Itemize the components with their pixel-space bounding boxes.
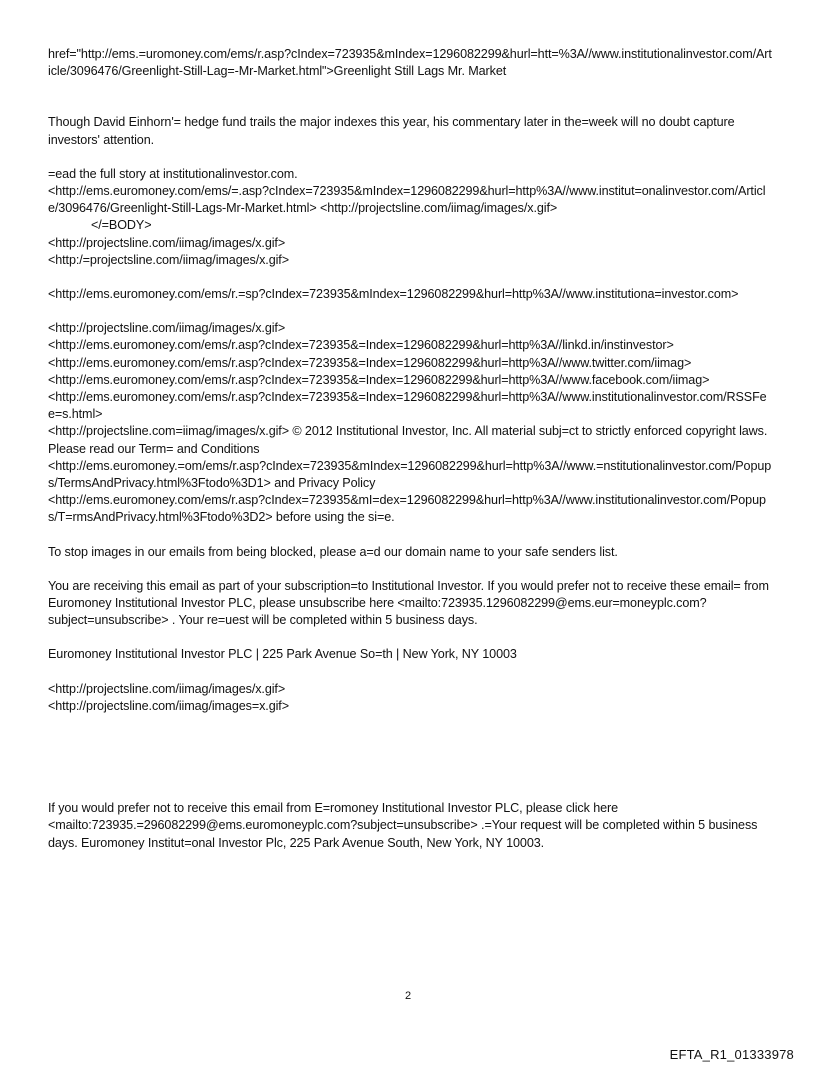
image-url-line: <http://projectsline.com/iimag/images/x.gif> [48, 235, 286, 250]
rss-url-line: <http://ems.euromoney.com/ems/r.asp?cIndex=723935&=Index=1296082299&hurl=http%3A//www.institutionalinvestor.com/RSSFee=s.html> [48, 390, 767, 422]
image-url-line: <http://projectsline.com/iimag/images/x.gif> [48, 321, 286, 336]
read-more-url-line: <http://ems.euromoney.com/ems/=.asp?cIndex=723935&mIndex=1296082299&hurl=http%3A//www.institut=onalinvestor.com/Article/3096476/Greenlight-Still-Lags-Mr-Market.html> <http://projectsline.com/iimag/images/x.gif> [48, 184, 766, 216]
twitter-url-line: <http://ems.euromoney.com/ems/r.asp?cIndex=723935&=Index=1296082299&hurl=http%3A//www.twitter.com/iimag> [48, 355, 692, 370]
email-body [48, 46, 772, 852]
company-address-line: Euromoney Institutional Investor PLC | 225 Park Avenue So=th | New York, NY 10003 [48, 647, 517, 662]
home-url-paragraph: <http://ems.euromoney.com/ems/r.=sp?cIndex=723935&mIndex=1296082299&hurl=http%3A//www.institutiona=investor.com> [48, 287, 739, 302]
copyright-line: <http://projectsline.com=iimag/images/x.gif> © 2012 Institutional Investor, Inc. All material subj=ct to strictly enforced copyright laws. [48, 424, 768, 439]
image-url-line: <http://projectsline.com/iimag/images/x.gif> [48, 681, 286, 696]
page-number: 2 [404, 990, 412, 1002]
article-link-paragraph: href="http://ems.=uromoney.com/ems/r.asp?cIndex=723935&mIndex=1296082299&hurl=htt=%3A//www.institutionalinvestor.com/Article/3096476/Greenlight-Still-Lag=-Mr-Market.html">Greenlight Still Lags Mr. Market [48, 47, 772, 79]
bates-number: EFTA_R1_01333978 [669, 1047, 794, 1062]
unsubscribe-paragraph: If you would prefer not to receive this email from E=romoney Institutional Investor PLC, please click here <mailto:723935.=296082299@ems.euromoneyplc.com?subject=unsubscribe> .=Your request will be completed within 5 business days. Euromoney Institut=onal Investor Plc, 225 Park Avenue South, New York, NY 10003. [48, 801, 758, 850]
facebook-url-line: <http://ems.euromoney.com/ems/r.asp?cIndex=723935&=Index=1296082299&hurl=http%3A//www.facebook.com/iimag> [48, 372, 710, 387]
safe-senders-paragraph: To stop images in our emails from being blocked, please a=d our domain name to your safe senders list. [48, 544, 618, 559]
article-summary-paragraph: Though David Einhorn'= hedge fund trails the major indexes this year, his commentary later in the=week will no doubt capture investors' attention. [48, 115, 735, 147]
subscription-notice-paragraph: You are receiving this email as part of your subscription=to Institutional Investor. If you would prefer not to receive these email= from Euromoney Institutional Investor PLC, please unsubscribe here <mailto:723935.1296082299@ems.eur=moneyplc.com?subject=unsubscribe> . Your re=uest will be completed within 5 business days. [48, 578, 769, 628]
body-close-tag-line: </=BODY> [91, 218, 152, 233]
terms-url-line: <http://ems.euromoney.=om/ems/r.asp?cIndex=723935&mIndex=1296082299&hurl=http%3A//www.=nstitutionalinvestor.com/Popups/TermsAndPrivacy.html%3Ftodo%3D1> and Privacy Policy [48, 458, 772, 491]
privacy-url-line: <http://ems.euromoney.com/ems/r.asp?cIndex=723935&mI=dex=1296082299&hurl=http%3A//www.institutionalinvestor.com/Popups/T=rmsAndPrivacy.html%3Ftodo%3D2> before using the si=e. [48, 493, 766, 525]
terms-intro-line: Please read our Term= and Conditions [48, 441, 260, 456]
image-url-line: <http://projectsline.com/iimag/images=x.gif> [48, 698, 289, 713]
image-url-line: <http:/=projectsline.com/iimag/images/x.gif> [48, 252, 289, 267]
read-more-line: =ead the full story at institutionalinvestor.com. [48, 166, 298, 181]
linkedin-url-line: <http://ems.euromoney.com/ems/r.asp?cIndex=723935&=Index=1296082299&hurl=http%3A//linkd.in/instinvestor> [48, 338, 674, 353]
